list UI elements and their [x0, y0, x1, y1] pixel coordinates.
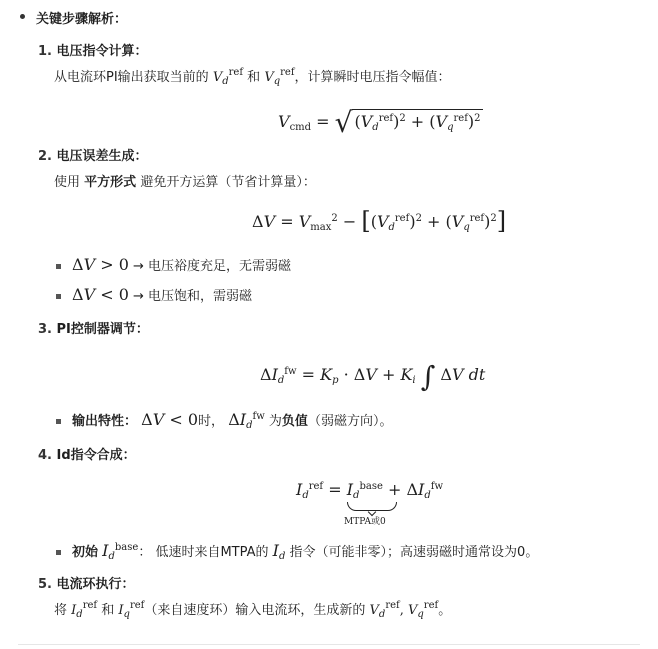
step-2-title [38, 145, 148, 164]
bullet-text: 为 [268, 414, 282, 429]
step-4-title [38, 444, 136, 463]
bullet-bold: 负值 [281, 414, 308, 429]
desc-text: 将 [54, 603, 68, 618]
equation-pi: $\Delta I_d^{fw} = K_p \cdot \Delta V + K_i$ ∫ ΔV dt [260, 360, 486, 393]
vd-ref: $V_d^{ref}$ [212, 67, 244, 87]
bullet-text: 时， [198, 414, 225, 429]
desc-text: 使用 [54, 175, 81, 190]
step-number: 5. [38, 577, 52, 592]
bullet-square [56, 264, 61, 269]
bullet-label: 初始 [72, 545, 99, 560]
step-title: Id指令合成： [56, 448, 136, 463]
step-1-title [38, 40, 148, 59]
step-1-desc [54, 66, 451, 85]
divider [18, 644, 640, 645]
bullet-dv-negative: ΔV < 0 → 电压饱和，需弱磁 [72, 285, 253, 304]
bullet-dv-positive: ΔV > 0 → 电压裕度充足，无需弱磁 [72, 255, 292, 274]
bullet-text: ： [138, 545, 152, 560]
equation-vcmd: $V_{cmd}$ = √ $(V_d^{ref})^2 + (V_q^{ref})^2$ [278, 106, 481, 139]
bullet-output: 输出特性： ΔV < 0时， $\Delta I_d^{fw}$ 为负值（弱磁方向）。 [72, 410, 393, 431]
section-heading: 关键步骤解析： [36, 12, 128, 27]
underbrace-label: MTPA或0 [344, 517, 386, 527]
step-number: 3. [38, 322, 52, 337]
bullet-label: 输出特性： [72, 414, 138, 429]
bullet-text: 低速时来自MTPA的 [155, 545, 269, 560]
bullet-text: → 电压饱和，需弱磁 [133, 289, 253, 304]
step-title: PI控制器调节： [56, 322, 149, 337]
bullet-square [56, 550, 61, 555]
desc-bold: 平方形式 [84, 175, 137, 190]
step-number: 2. [38, 149, 52, 164]
step-2-desc [54, 171, 316, 190]
step-title: 电压误差生成： [56, 149, 148, 164]
iq-ref: $I_q^{ref}$ [118, 600, 145, 620]
bullet-text: 指令（可能非零）；高速弱磁时通常设为0。 [289, 545, 539, 560]
step-title: 电流环执行： [56, 577, 135, 592]
desc-and: 和 [101, 603, 115, 618]
desc-text: （来自速度环）输入电流环，生成新的 [144, 603, 366, 618]
step-5-desc [54, 599, 451, 618]
equation-delta-v: $\Delta V = V_{max}^2 - [(V_d^{ref})^2 + (V_q^{ref})^2]$ [252, 207, 507, 235]
bullet-text: （弱磁方向）。 [307, 414, 393, 429]
vdq-ref: $V_d^{ref}$, $V_q^{ref}$ [369, 600, 439, 620]
desc-text-post: 避免开方运算（节省计算量）： [140, 175, 316, 190]
vq-ref: $V_q^{ref}$ [264, 67, 295, 87]
step-number: 1. [38, 44, 52, 59]
step-title: 电压指令计算： [56, 44, 148, 59]
desc-text-end: 。 [438, 603, 452, 618]
equation-id-ref: $I_d^{ref} = I_d^{base} + \Delta I_d^{fw}$ [296, 480, 444, 501]
desc-text: 从电流环PI输出获取当前的 [54, 70, 209, 85]
step-5-title [38, 573, 135, 592]
step-3-title [38, 318, 149, 337]
step-number: 4. [38, 448, 52, 463]
bullet-square [56, 419, 61, 424]
bullet-init: 初始 $I_d^{base}$： 低速时来自MTPA的 $I_d$ 指令（可能非零）；高速弱磁时通常设为0。 [72, 541, 539, 562]
desc-text-post: ，计算瞬时电压指令幅值： [294, 70, 451, 85]
desc-and: 和 [247, 70, 261, 85]
id-ref: $I_d^{ref}$ [71, 600, 98, 620]
bullet-square [56, 294, 61, 299]
bullet-text: → 电压裕度充足，无需弱磁 [133, 259, 292, 274]
heading-bullet [20, 14, 25, 19]
underbrace [347, 500, 397, 515]
